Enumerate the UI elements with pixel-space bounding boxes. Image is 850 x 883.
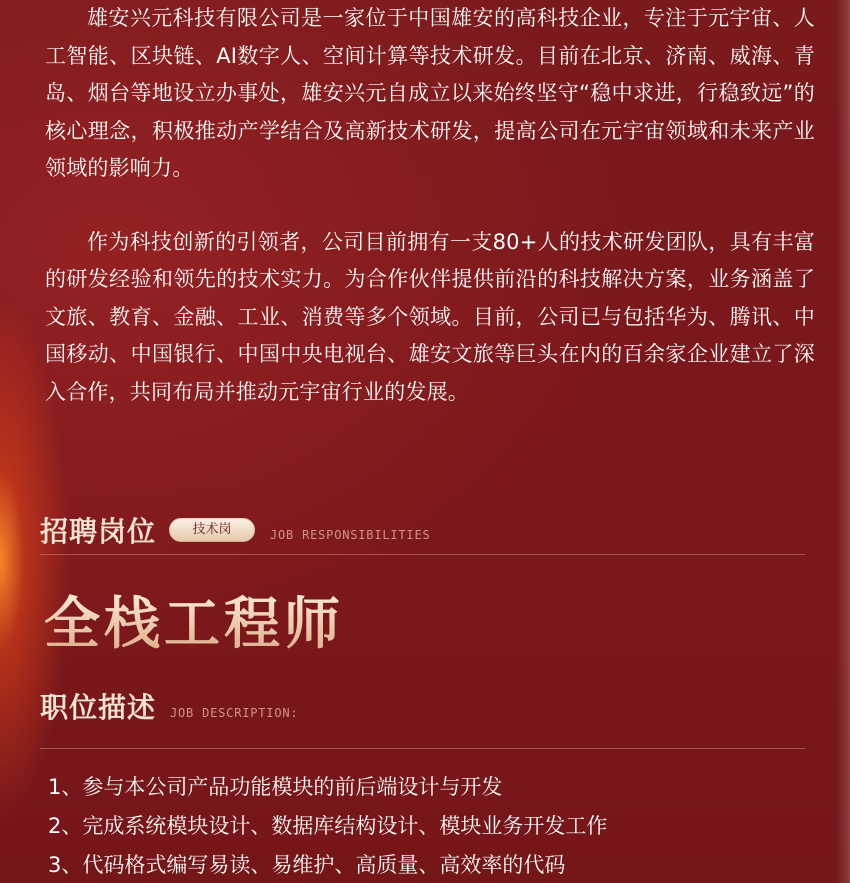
description-section-header (40, 686, 805, 749)
list-item: 1、参与本公司产品功能模块的前后端设计与开发 (48, 775, 503, 799)
recruit-subtitle: JOB RESPONSIBILITIES (270, 528, 431, 542)
recruit-section-header (40, 508, 805, 555)
intro-paragraph-1: 雄安兴元科技有限公司是一家位于中国雄安的高科技企业，专注于元宇宙、人工智能、区块链、AI数字人、空间计算等技术研发。目前在北京、济南、威海、青岛、烟台等地设立办事处，雄安兴元自成立以来始终坚守“稳中求进，行稳致远”的核心理念，积极推动产学结合及高新技术研发，提高公司在元宇宙领域和未来产业领域的影响力。 (45, 6, 815, 180)
recruit-title: 招聘岗位 (40, 515, 157, 548)
job-title: 全栈工程师 (44, 580, 344, 660)
intro-paragraph-2: 作为科技创新的引领者，公司目前拥有一支80+人的技术研发团队，具有丰富的研发经验和领先的技术实力。为合作伙伴提供前沿的科技解决方案，业务涵盖了文旅、教育、金融、工业、消费等多个领域。目前，公司已与包括华为、腾讯、中国移动、中国银行、中国中央电视台、雄安文旅等巨头在内的百余家企业建立了深入合作，共同布局并推动元宇宙行业的发展。 (45, 229, 815, 404)
company-intro (45, 0, 815, 411)
description-title: 职位描述 (40, 691, 157, 724)
list-item: 2、完成系统模块设计、数据库结构设计、模块业务开发工作 (48, 814, 608, 838)
description-subtitle: JOB DESCRIPTION: (170, 706, 299, 720)
decorative-edge (836, 0, 850, 883)
job-category-badge: 技术岗 (169, 518, 255, 542)
duties-list (48, 768, 607, 883)
list-item: 3、代码格式编写易读、易维护、高质量、高效率的代码 (48, 853, 566, 877)
